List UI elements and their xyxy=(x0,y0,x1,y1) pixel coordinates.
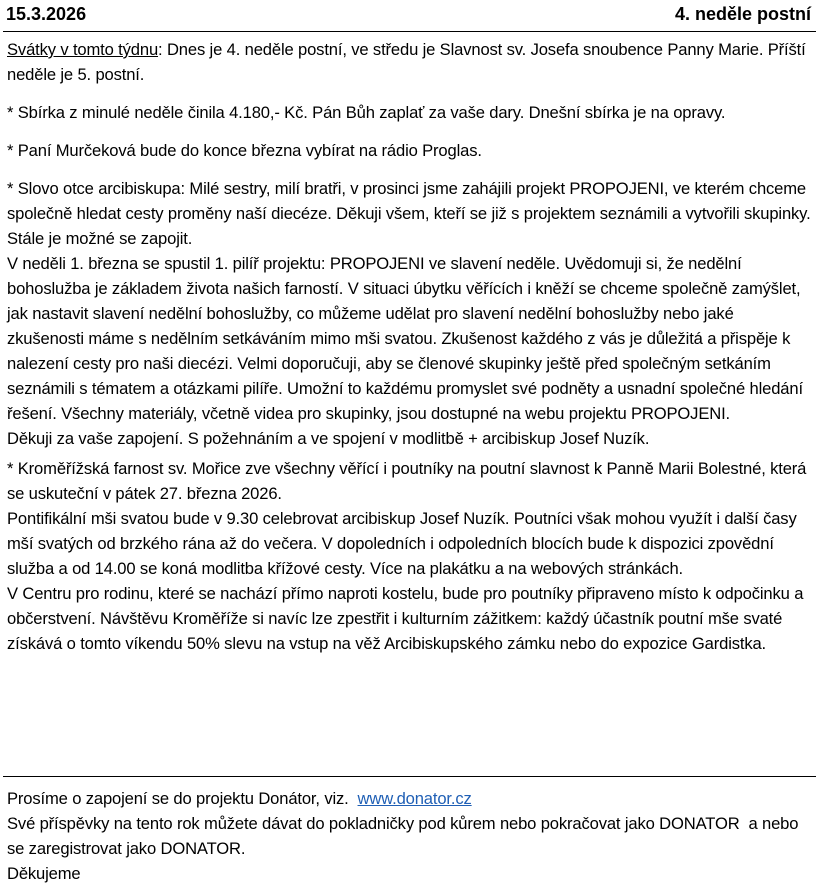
footer xyxy=(7,786,813,886)
page-header xyxy=(0,0,816,31)
radio-paragraph: * Paní Murčeková bude do konce března vybírat na rádio Proglas. xyxy=(7,141,482,160)
archbishop-letter-closing: Děkuji za vaše zapojení. S požehnáním a ve spojení v modlitbě + arcibiskup Josef Nuzík. xyxy=(7,429,650,448)
archbishop-letter-intro: * Slovo otce arcibiskupa: Milé sestry, milí bratři, v prosinci jsme zahájili projekt PROPOJENI, ve kterém chceme společně hledat cesty proměny naší diecéze. Děkuji všem, kteří se již s projektem seznámili a vytvořili skupinky. Stále je možné se zapojit. xyxy=(7,179,811,248)
header-date: 15.3.2026 xyxy=(6,4,87,24)
pilgrimage-family-center: V Centru pro rodinu, které se nachází přímo naproti kostelu, bude pro poutníky připraveno místo k odpočinku a občerstvení. Návštěvu Kroměříže si navíc lze zpestřit i kulturním zážitkem: každý účastník poutní mše svaté získává o tomto víkendu 50% slevu na vstup na věž Arcibiskupského zámku nebo do expozice Gardistka. xyxy=(7,584,804,653)
footer-divider xyxy=(3,776,816,777)
contributions-paragraph: Své příspěvky na tento rok můžete dávat do pokladničky pod kůrem nebo pokračovat jako DONATOR a nebo se zaregistrovat jako DONATOR. xyxy=(7,814,803,858)
thanks-text: Děkujeme xyxy=(7,864,81,883)
header-sunday-title: 4. neděle postní xyxy=(674,4,811,24)
announcements xyxy=(7,37,813,656)
donator-text: Prosíme o zapojení se do projektu Donátor, viz. xyxy=(7,789,358,808)
donator-link[interactable]: www.donator.cz xyxy=(357,789,472,808)
pilgrimage-intro: * Kroměřížská farnost sv. Mořice zve všechny věřící i poutníky na poutní slavnost k Panně Marii Bolestné, která se uskuteční v pátek 27. března 2026. xyxy=(7,459,807,503)
feasts-label: Svátky v tomto týdnu xyxy=(7,40,159,59)
header-divider xyxy=(3,31,816,32)
pilgrimage-mass: Pontifikální mši svatou bude v 9.30 celebrovat arcibiskup Josef Nuzík. Poutníci však mohou využít i další časy mší svatých od brzkého rána až do večera. V dopoledních i odpoledních blocích bude k dispozici zpovědní služba a od 14.00 se koná modlitba křížové cesty. Více na plakátku a na webových stránkách. xyxy=(7,509,797,578)
archbishop-letter-body: V neděli 1. března se spustil 1. pilíř projektu: PROPOJENI ve slavení neděle. Uvědomuji si, že nedělní bohoslužba je základem života našich farností. V situaci úbytku věřících i kněží se chceme společně zamýšlet, jak nastavit slavení nedělní bohoslužby, co můžeme udělat pro slavení nedělní bohoslužby nebo jaké zkušenosti máme s nedělním setkáváním mimo mši svatou. Zkušenost každého z vás je důležitá a přispěje k nalezení cesty pro naši diecézi. Velmi doporučuji, aby se členové skupinky ještě před společným setkáním seznámili s tématem a otázkami pilíře. Umožní to každému promyslet své podněty a usnadní společné hledání řešení. Všechny materiály, včetně videa pro skupinky, jsou dostupné na webu projektu PROPOJENI. xyxy=(7,254,803,423)
feasts-paragraph xyxy=(7,37,813,87)
collection-paragraph: * Sbírka z minulé neděle činila 4.180,- Kč. Pán Bůh zaplať za vaše dary. Dnešní sbírka je na opravy. xyxy=(7,103,726,122)
donator-paragraph xyxy=(7,786,813,811)
feasts-text: : Dnes je 4. neděle postní, ve středu je Slavnost sv. Josefa snoubence Panny Marie. Příští neděle je 5. postní. xyxy=(7,40,806,84)
